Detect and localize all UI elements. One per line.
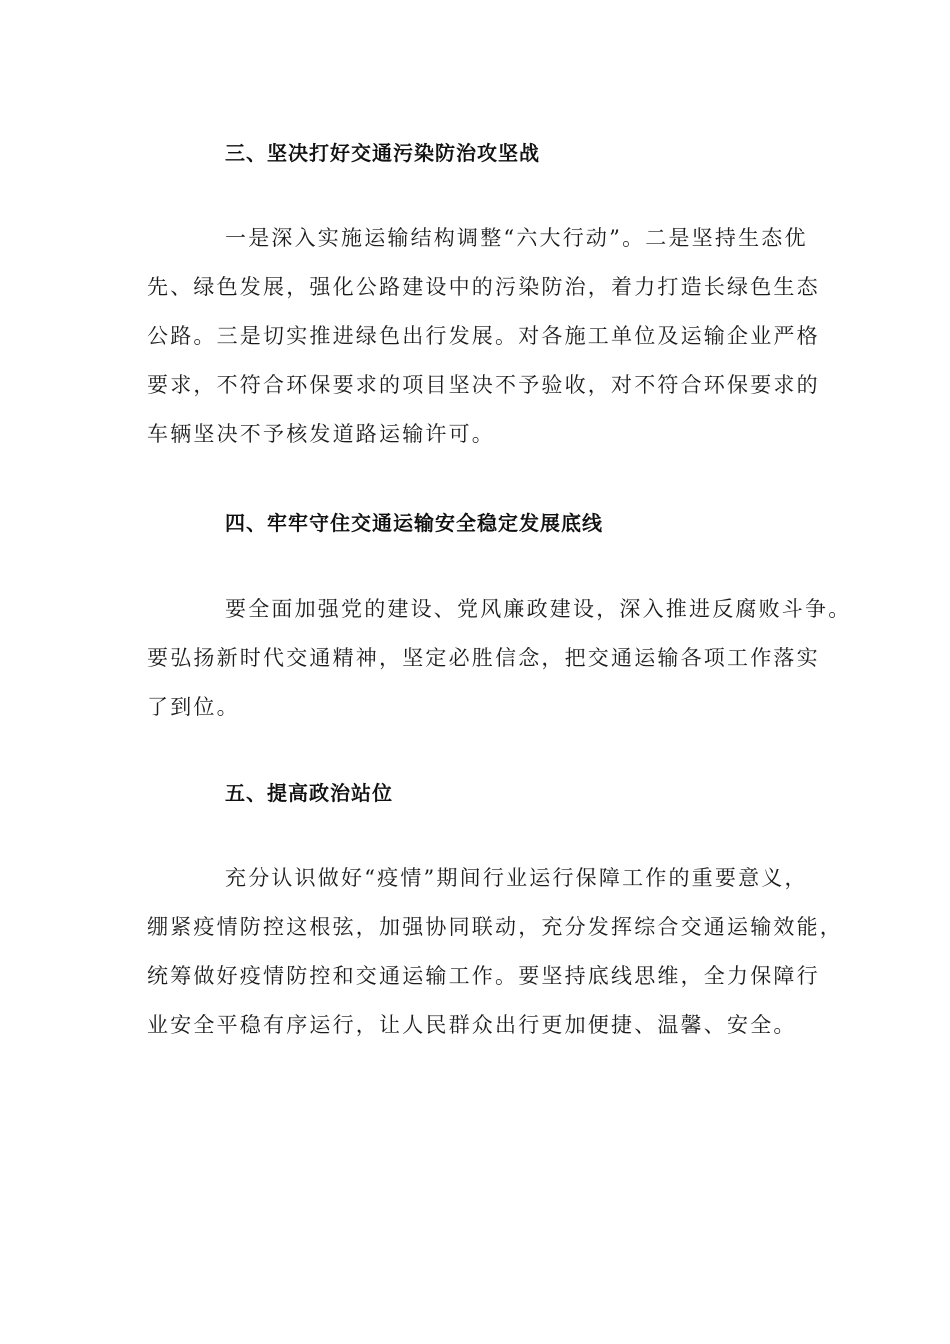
section-pollution-control	[147, 139, 827, 167]
paragraph	[147, 854, 843, 1050]
section-safety-stability-body	[147, 585, 852, 732]
paragraph-line: 充分认识做好“疫情”期间行业运行保障工作的重要意义，	[225, 866, 808, 890]
section-political-stance	[147, 779, 827, 807]
paragraph-line: 车辆坚决不予核发道路运输许可。	[147, 422, 495, 446]
paragraph	[147, 585, 852, 732]
paragraph	[147, 214, 827, 459]
paragraph-line: 统筹做好疫情防控和交通运输工作。要坚持底线思维，全力保障行	[147, 964, 820, 988]
section-heading: 五、提高政治站位	[225, 781, 393, 805]
paragraph-line: 先、绿色发展，强化公路建设中的污染防治，着力打造长绿色生态	[147, 275, 820, 299]
section-heading: 四、牢牢守住交通运输安全稳定发展底线	[225, 511, 603, 535]
paragraph-line: 了到位。	[147, 695, 240, 719]
paragraph-line: 要全面加强党的建设、党风廉政建设，深入推进反腐败斗争。	[225, 597, 852, 621]
paragraph-line: 公路。三是切实推进绿色出行发展。对各施工单位及运输企业严格	[147, 324, 820, 348]
section-safety-stability	[147, 509, 827, 537]
paragraph-line: 要弘扬新时代交通精神，坚定必胜信念，把交通运输各项工作落实	[147, 646, 820, 670]
section-pollution-control-body	[147, 214, 827, 459]
paragraph-line: 要求，不符合环保要求的项目坚决不予验收，对不符合环保要求的	[147, 373, 820, 397]
paragraph-line: 业安全平稳有序运行，让人民群众出行更加便捷、温馨、安全。	[147, 1013, 797, 1037]
section-heading: 三、坚决打好交通污染防治攻坚战	[225, 141, 540, 165]
paragraph-line: 绷紧疫情防控这根弦，加强协同联动，充分发挥综合交通运输效能，	[147, 915, 843, 939]
section-political-stance-body	[147, 854, 843, 1050]
paragraph-line: 一是深入实施运输结构调整“六大行动”。二是坚持生态优	[225, 226, 808, 250]
